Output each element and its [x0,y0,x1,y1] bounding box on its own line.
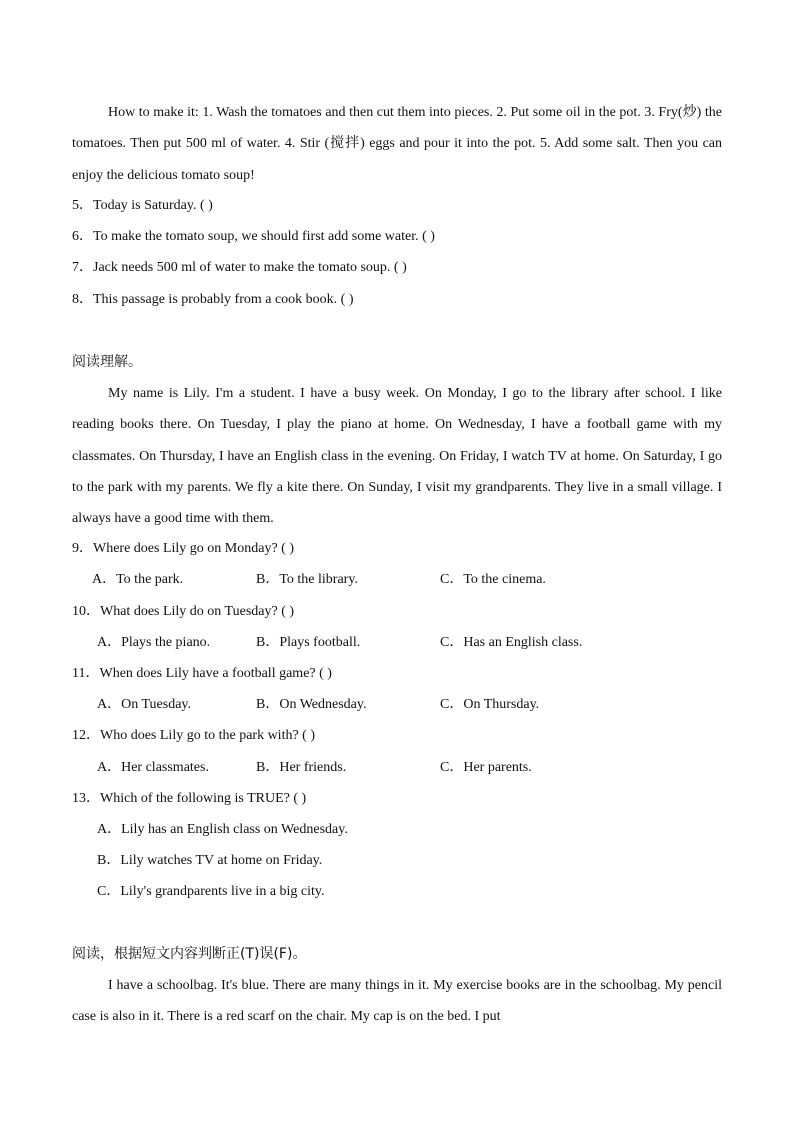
question-5: 5．Today is Saturday. ( ) [72,198,213,213]
question-6: 6．To make the tomato soup, we should first add some water. ( ) [72,229,435,244]
q12-option-c: C．Her parents. [440,760,532,775]
q11-option-b: B．On Wednesday. [256,697,367,712]
recipe-passage: How to make it: 1. Wash the tomatoes and then cut them into pieces. 2. Put some oil in the pot. 3. Fry(炒) the tomatoes. Then put 500 ml of water. 4. Stir (搅拌) eggs and pour it into the pot. 5. Add some salt. Then you can enjoy the delicious tomato soup! [72,105,722,183]
question-9: 9．Where does Lily go on Monday? ( ) [72,541,294,556]
q13-option-a: A．Lily has an English class on Wednesday. [97,822,348,837]
q11-option-c: C．On Thursday. [440,697,540,712]
q13-option-b: B．Lily watches TV at home on Friday. [97,853,323,868]
q9-option-a: A．To the park. [92,572,184,587]
question-7: 7．Jack needs 500 ml of water to make the tomato soup. ( ) [72,260,407,275]
question-8: 8．This passage is probably from a cook book. ( ) [72,292,354,307]
question-10: 10．What does Lily do on Tuesday? ( ) [72,604,295,619]
q9-option-c: C．To the cinema. [440,572,546,587]
q10-option-c: C．Has an English class. [440,635,583,650]
q12-option-a: A．Her classmates. [97,760,209,775]
q9-option-b: B．To the library. [256,572,358,587]
schoolbag-passage: I have a schoolbag. It's blue. There are many things in it. My exercise books are in the schoolbag. My pencil case is also in it. There is a red scarf on the chair. My cap is on the bed. I put [72,978,722,1025]
question-13: 13．Which of the following is TRUE? ( ) [72,791,307,806]
section-heading-reading: 阅读理解。 [72,354,142,370]
question-12: 12．Who does Lily go to the park with? ( ) [72,728,316,743]
q11-option-a: A．On Tuesday. [97,697,191,712]
question-11: 11．When does Lily have a football game? ( ) [72,666,332,681]
lily-passage: My name is Lily. I'm a student. I have a busy week. On Monday, I go to the library after school. I like reading books there. On Tuesday, I play the piano at home. On Wednesday, I have a football game with my classmates. On Thursday, I have an English class in the evening. On Friday, I watch TV at home. On Saturday, I go to the park with my parents. We fly a kite there. On Sunday, I visit my grandparents. They live in a small village. I always have a good time with them. [72,386,722,527]
q12-option-b: B．Her friends. [256,760,347,775]
q13-option-c: C．Lily's grandparents live in a big city. [97,884,325,899]
q10-option-b: B．Plays football. [256,635,361,650]
q10-option-a: A．Plays the piano. [97,635,211,650]
section-heading-true-false: 阅读，根据短文内容判断正(T)误(F)。 [72,946,307,962]
